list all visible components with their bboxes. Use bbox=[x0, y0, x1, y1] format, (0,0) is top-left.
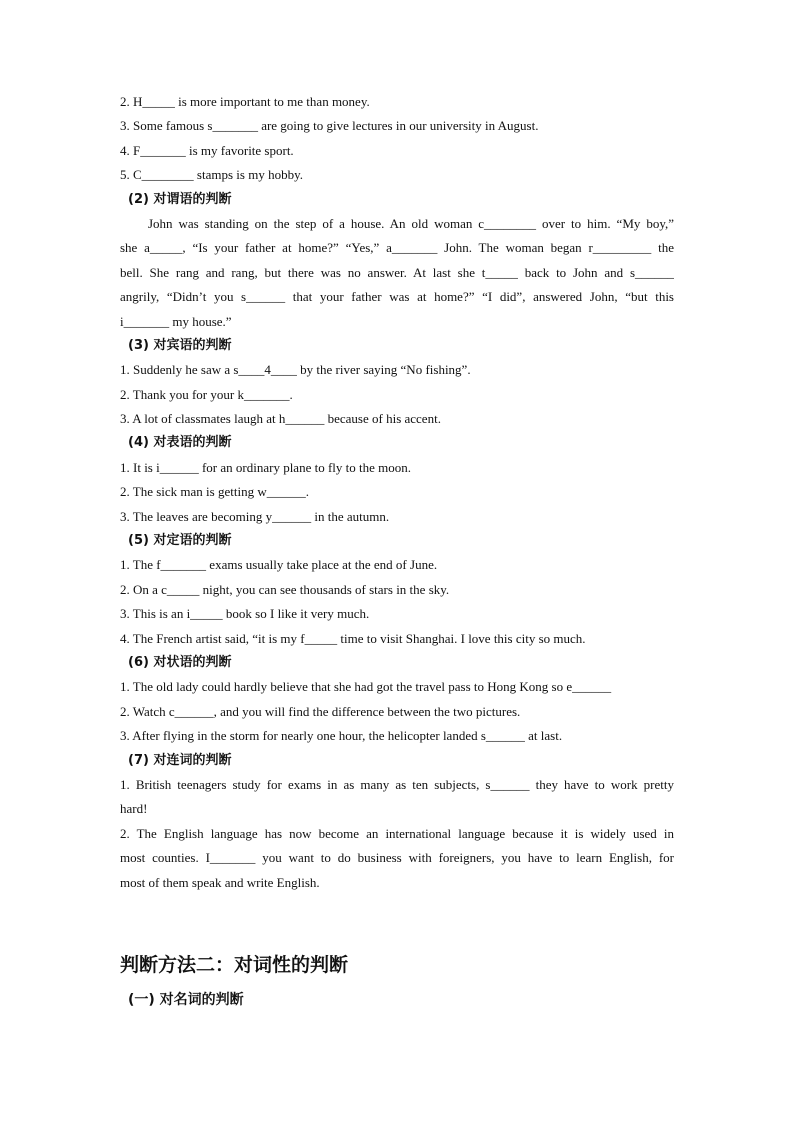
passage-line: bell. She rang and rang, but there was no answer. At last she t_____ back to John and s______ bbox=[120, 264, 674, 280]
section-heading-conjunction: (7) 对连词的判断 bbox=[128, 752, 232, 768]
section-heading-predicate: (2) 对谓语的判断 bbox=[128, 191, 232, 207]
section-heading-object: (3) 对宾语的判断 bbox=[128, 337, 232, 353]
section-heading-predicative: (4) 对表语的判断 bbox=[128, 435, 232, 451]
section-heading-adverbial: (6) 对状语的判断 bbox=[128, 654, 232, 670]
exercise-line: 3. The leaves are becoming y______ in the autumn. bbox=[120, 508, 390, 524]
worksheet-page bbox=[120, 90, 674, 895]
exercise-line: 1. Suddenly he saw a s____4____ by the river saying “No fishing”. bbox=[120, 362, 471, 378]
passage-line: i_______ my house.” bbox=[120, 313, 232, 329]
exercise-line: 3. This is an i_____ book so I like it very much. bbox=[120, 606, 370, 622]
passage-line: John was standing on the step of a house. An old woman c________ over to him. “My boy,” bbox=[148, 215, 674, 231]
exercise-line: 5. C________ stamps is my hobby. bbox=[120, 167, 303, 183]
exercise-line: 2. Thank you for your k_______. bbox=[120, 386, 293, 402]
exercise-line: most of them speak and write English. bbox=[120, 874, 320, 890]
exercise-line: 1. British teenagers study for exams in as many as ten subjects, s______ they have to work pretty bbox=[120, 776, 674, 792]
exercise-line: 1. It is i______ for an ordinary plane to fly to the moon. bbox=[120, 459, 412, 475]
exercise-line: hard! bbox=[120, 801, 148, 817]
exercise-line: 2. The English language has now become an international language because it is widely used in bbox=[120, 825, 674, 841]
exercise-line: most counties. I_______ you want to do business with foreigners, you have to learn English, for bbox=[120, 850, 674, 866]
exercise-line: 3. Some famous s_______ are going to give lectures in our university in August. bbox=[120, 118, 539, 134]
exercise-line: 2. H_____ is more important to me than money. bbox=[120, 94, 370, 109]
section-heading-attributive: (5) 对定语的判断 bbox=[128, 533, 232, 549]
method-title: 判断方法二：对词性的判断 bbox=[120, 954, 349, 976]
exercise-line: 3. A lot of classmates laugh at h______ because of his accent. bbox=[120, 411, 441, 427]
exercise-line: 1. The f_______ exams usually take place at the end of June. bbox=[120, 557, 438, 573]
exercise-line: 4. F_______ is my favorite sport. bbox=[120, 142, 294, 158]
passage-line: angrily, “Didn’t you s______ that your father was at home?” “I did”, answered John, “but this bbox=[120, 289, 674, 305]
exercise-line: 1. The old lady could hardly believe that she had got the travel pass to Hong Kong so e______ bbox=[120, 679, 612, 695]
exercise-line: 3. After flying in the storm for nearly one hour, the helicopter landed s______ at last. bbox=[120, 728, 563, 744]
noun-heading: (一) 对名词的判断 bbox=[128, 992, 244, 1008]
passage-line: she a_____, “Is your father at home?” “Yes,” a_______ John. The woman began r_________ the bbox=[120, 240, 674, 256]
exercise-line: 2. Watch c______, and you will find the difference between the two pictures. bbox=[120, 703, 521, 719]
exercise-line: 2. On a c_____ night, you can see thousands of stars in the sky. bbox=[120, 581, 450, 597]
exercise-line: 2. The sick man is getting w______. bbox=[120, 484, 309, 500]
exercise-line: 4. The French artist said, “it is my f_____ time to visit Shanghai. I love this city so much. bbox=[120, 630, 586, 646]
